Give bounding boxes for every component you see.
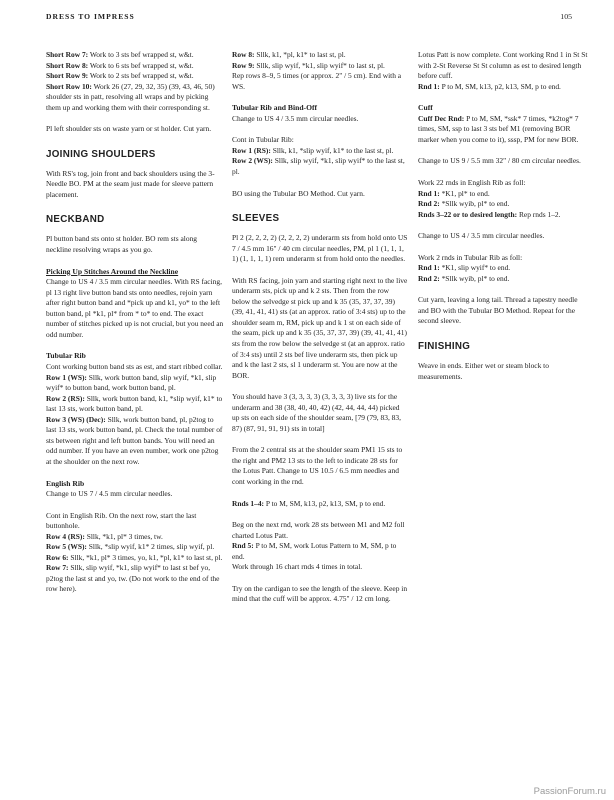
english-rib-paragraph: Change to US 7 / 4.5 mm circular needles. xyxy=(46,489,173,499)
joining-paragraph: With RS's tog, join front and back shoulders using the 3-Needle BO. PM at the seam just made for sleeve pattern placement. xyxy=(46,168,215,199)
page-header xyxy=(46,12,572,26)
english-rnd-2: Rnd 2: *Sllk wyib, pl* to end. xyxy=(418,199,510,209)
heading-neckband: NECKBAND xyxy=(46,214,105,226)
rnds-1-4: Rnds 1–4: P to M, SM, k13, p2, k13, SM, p to end. xyxy=(232,498,386,508)
row-8: Row 8: Sllk, k1, *pl, k1* to last st, pl. xyxy=(232,50,346,59)
short-row-7: Short Row 7: Work to 3 sts bef wrapped st, w&t. xyxy=(46,50,194,59)
tubular-paragraph: Cont working button band sts as est, and start ribbed collar. xyxy=(46,362,223,372)
tubular-row-2: Row 2 (RS): Sllk, work button band, k1, *slip wyif, k1* to last 13 sts, work button band, pl. xyxy=(46,393,223,414)
begin-lotus-paragraph: Beg on the next rnd, work 28 sts between M1 and M2 foll charted Lotus Patt. xyxy=(232,520,405,540)
rnd-5: Rnd 5: P to M, SM, work Lotus Pattern to M, SM, p to end. xyxy=(232,541,397,561)
sleeves-paragraph-2: With RS facing, join yarn and starting right next to the live underarm sts, pick up and k 2 sts. Then from the row below the selvedge st pick up and k 35 (35, 37, 37, 39) (39, 41, 41, 41) sts (at an approx. ratio of 3:4 sts) up to the shoulder seam m, RM, pick up and k 1 st on each side of the seam, pick up and k 35 (35, 37, 37, 39) (39, 41, 41, 41) sts from the row below the selvedge st (at an approx. ratio of 3:4 sts) until 2 sts bef live underarm sts, then pick up and k the last 2 sts, sl 1 underarm st. You are now at the BOR. xyxy=(232,275,408,380)
sleeves-paragraph-1: Pl 2 (2, 2, 2, 2) (2, 2, 2, 2) underarm sts from hold onto US 7 / 4.5 mm 16" / 40 cm circular needles, PM, pl 1 (1, 1, 1, 1) (1, 1, 1, 1) rem underarm st from hold onto the needles. xyxy=(232,233,408,264)
repeat-paragraph: Rep rows 8–9, 5 times (or approx. 2" / 5 cm). End with a WS. xyxy=(232,71,402,91)
heading-tubular-bind-off: Tubular Rib and Bind-Off xyxy=(232,103,318,113)
short-row-9: Short Row 9: Work to 2 sts bef wrapped st, w&t. xyxy=(46,71,194,81)
english-row-7: Row 7: Sllk, slip wyif, *k1, slip wyif* to last st bef yo, p2tog the last st and yo, tw. (Do not work to the end of the row here). xyxy=(46,563,220,594)
rnd-1: Rnd 1: P to M, SM, k13, p2, k13, SM, p to end. xyxy=(418,81,561,91)
work-22-rnds: Work 22 rnds in English Rib as foll: xyxy=(418,177,526,187)
bind-off-paragraph: BO using the Tubular BO Method. Cut yarn. xyxy=(232,188,365,198)
finishing-paragraph: Weave in ends. Either wet or steam block to measurements. xyxy=(418,360,549,381)
watermark: PassionForum.ru xyxy=(533,786,606,797)
sleeves-paragraph-3: You should have 3 (3, 3, 3, 3) (3, 3, 3, 3) live sts for the underarm and 38 (38, 40, 40, 42) (42, 44, 44, 44) picked up sts on each side of the shoulder seam, [79 (79, 83, 83, 87) (87, 91, 91, 91) sts in total] xyxy=(232,392,401,433)
column-right xyxy=(418,50,590,393)
heading-tubular-rib: Tubular Rib xyxy=(46,351,86,361)
heading-english-rib: English Rib xyxy=(46,478,85,488)
neckband-paragraph: Pl button band sts onto st holder. BO rem sts along neckline resolving wraps as you go. xyxy=(46,234,198,255)
heading-cuff: Cuff xyxy=(418,103,433,113)
heading-sleeves: SLEEVES xyxy=(232,213,280,225)
tubular-row-1: Row 1 (WS): Sllk, work button band, slip wyif, *k1, slip wyif* to button band, work button band, pl. xyxy=(46,372,217,393)
cut-yarn-paragraph: Cut yarn, leaving a long tail. Thread a tapestry needle and BO with the Tubular BO Method. Repeat for the second sleeve. xyxy=(418,295,578,326)
cont-tubular-paragraph: Cont in Tubular Rib: xyxy=(232,135,294,145)
column-middle xyxy=(232,50,408,616)
work-2-rnds: Work 2 rnds in Tubular Rib as foll: xyxy=(418,252,523,262)
tubular-rnd-1: Rnd 1: *K1, slip wyif* to end. xyxy=(418,263,511,273)
try-on-paragraph: Try on the cardigan to see the length of the sleeve. Keep in mind that the cuff will be approx. 4.75" / 12 cm long. xyxy=(232,583,408,604)
change-needles-4: Change to US 4 / 3.5 mm circular needles. xyxy=(418,231,545,241)
heading-joining-shoulders: JOINING SHOULDERS xyxy=(46,148,156,160)
tubular-bo-row-1: Row 1 (RS): Sllk, k1, *slip wyif, k1* to the last st, pl. xyxy=(232,145,394,155)
running-title: DRESS TO IMPRESS xyxy=(46,12,135,21)
left-shoulder-paragraph: Pl left shoulder sts on waste yarn or st holder. Cut yarn. xyxy=(46,124,212,134)
tubular-bo-paragraph: Change to US 4 / 3.5 mm circular needles. xyxy=(232,113,359,123)
cuff-dec-rnd: Cuff Dec Rnd: P to M, SM, *ssk* 7 times, *k2tog* 7 times, SM, ssp to last 3 sts bef M1 (removing BOR marker when you come to it), sssp, PM for new BOR. xyxy=(418,113,579,144)
change-needles-9: Change to US 9 / 5.5 mm 32" / 80 cm circular needles. xyxy=(418,156,581,166)
picking-up-paragraph: Change to US 4 / 3.5 mm circular needles. With RS facing, pl 13 right live button band sts onto needles, rejoin yarn after right button band and *pick up and k1, yo* to the left button band, pl *k1, pl* from * to* to end. The exact number of stitches picked up is not crucial, but you need an odd number. xyxy=(46,277,224,339)
english-row-6: Row 6: Sllk, *k1, pl* 3 times, yo, k1, *pl, k1* to last st, pl. xyxy=(46,552,223,562)
short-row-10: Short Row 10: Work 26 (27, 29, 32, 35) (39, 43, 46, 50) shoulder sts in patt, resolving all wraps and by picking them up and working them with their corresponding st. xyxy=(46,81,215,112)
tubular-row-3: Row 3 (WS) (Dec): Sllk, work button band, pl, p2tog to last 13 sts, work button band, pl. Check the total number of sts between right and left button bands. You will need an odd number. If you have an even number, work one p2tog at the shoulder on the next row. xyxy=(46,414,223,466)
sleeves-paragraph-4: From the 2 central sts at the shoulder seam PM1 15 sts to the right and PM2 13 sts to the left to indicate 28 sts for the Lotus Patt. Change to US 10.5 / 6.5 mm needles and cont working in the rnd. xyxy=(232,445,403,486)
tubular-rnd-2: Rnd 2: *Sllk wyib, pl* to end. xyxy=(418,273,510,283)
work-chart-paragraph: Work through 16 chart rnds 4 times in total. xyxy=(232,562,363,572)
english-row-5: Row 5 (WS): Sllk, *slip wyif, k1* 2 times, slip wyif, pl. xyxy=(46,542,215,552)
english-rnds-3-22: Rnds 3–22 or to desired length: Rep rnds 1–2. xyxy=(418,209,561,219)
heading-finishing: FINISHING xyxy=(418,340,471,352)
column-left xyxy=(46,50,224,595)
english-rnd-1: Rnd 1: *K1, pl* to end. xyxy=(418,188,490,198)
english-row-4: Row 4 (RS): Sllk, *k1, pl* 3 times, tw. xyxy=(46,531,163,541)
short-row-8: Short Row 8: Work to 6 sts bef wrapped st, w&t. xyxy=(46,60,194,70)
heading-picking-up: Picking Up Stitches Around the Neckline xyxy=(46,266,179,276)
row-9: Row 9: Sllk, slip wyif, *k1, slip wyif* to last st, pl. xyxy=(232,60,385,70)
lotus-complete-paragraph: Lotus Patt is now complete. Cont working Rnd 1 in St St with 2-St Reverse St St column as est to desired length before cuff. xyxy=(418,50,588,81)
english-rib-paragraph-2: Cont in English Rib. On the next row, start the last buttonhole. xyxy=(46,510,197,531)
page-number: 105 xyxy=(560,12,572,21)
tubular-bo-row-2: Row 2 (WS): Sllk, slip wyif, *k1, slip wyif* to the last st, pl. xyxy=(232,156,405,176)
